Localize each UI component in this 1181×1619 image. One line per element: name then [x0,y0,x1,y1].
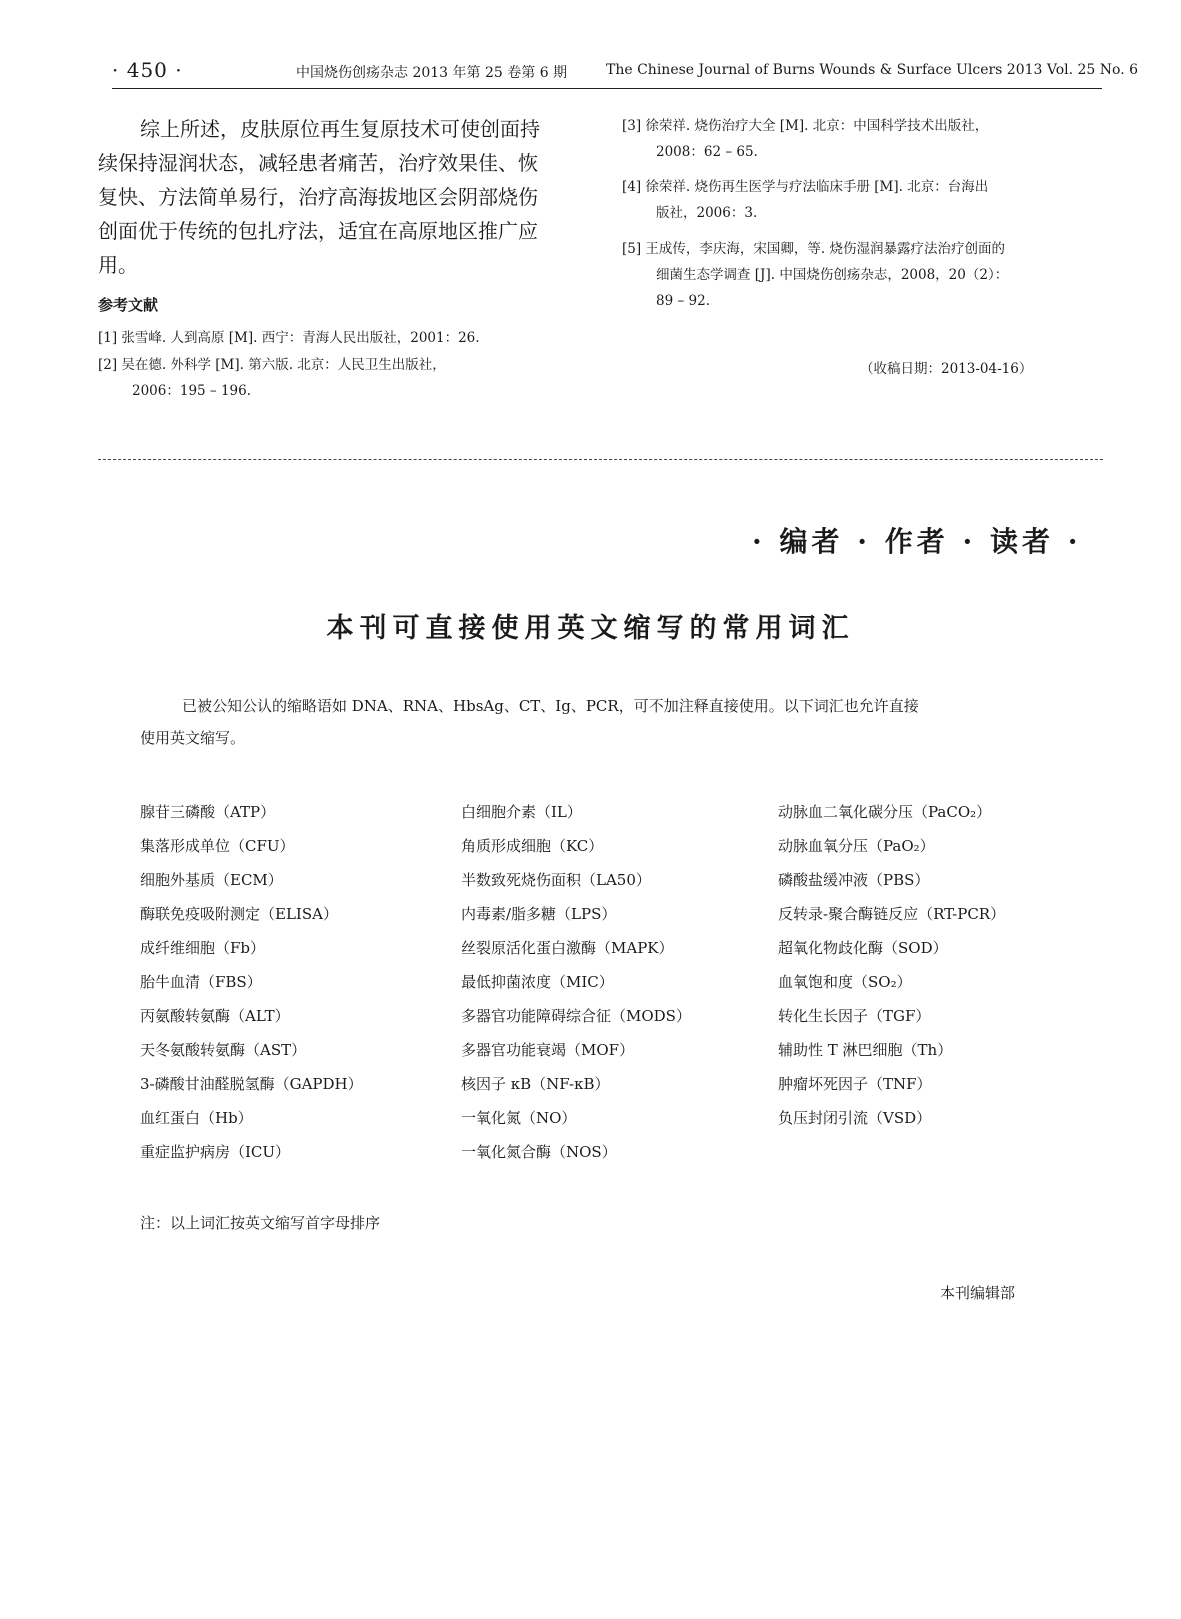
term-item: 内毒素/脂多糖（LPS） [461,905,617,923]
term-item: 血氧饱和度（SO₂） [778,973,912,991]
conclusion-line: 续保持湿润状态，减轻患者痛苦，治疗效果佳、恢 [98,151,538,175]
term-item: 天冬氨酸转氨酶（AST） [140,1041,307,1059]
reference-line: 版社，2006：3. [656,205,758,221]
journal-title-english: The Chinese Journal of Burns Wounds & Surface Ulcers 2013 Vol. 25 No. 6 [606,62,1139,78]
sorting-note: 注：以上词汇按英文缩写首字母排序 [140,1214,381,1232]
term-item: 一氧化氮合酶（NOS） [461,1143,617,1161]
reference-line: [5] 王成传，李庆海，宋国卿，等. 烧伤湿润暴露疗法治疗创面的 [622,241,1005,257]
term-item: 辅助性 T 淋巴细胞（Th） [778,1041,953,1059]
term-item: 丙氨酸转氨酶（ALT） [140,1007,290,1025]
section-divider [98,459,1103,460]
editorial-office-signature: 本刊编辑部 [940,1284,1016,1302]
term-item: 腺苷三磷酸（ATP） [140,803,276,821]
reference-line: [4] 徐荣祥. 烧伤再生医学与疗法临床手册 [M]. 北京：台海出 [622,179,989,195]
term-item: 半数致死烧伤面积（LA50） [461,871,651,889]
conclusion-line: 用。 [98,253,138,277]
term-item: 多器官功能衰竭（MOF） [461,1041,635,1059]
reference-4 [622,174,988,226]
reference-1 [98,325,480,351]
term-item: 转化生长因子（TGF） [778,1007,931,1025]
conclusion-paragraph [98,112,578,282]
reference-2 [98,352,446,404]
term-list-column-1 [140,795,363,1169]
term-item: 最低抑菌浓度（MIC） [461,973,614,991]
term-item: 一氧化氮（NO） [461,1109,577,1127]
term-item: 动脉血二氧化碳分压（PaCO₂） [778,803,992,821]
term-item: 磷酸盐缓冲液（PBS） [778,871,930,889]
term-item: 超氧化物歧化酶（SOD） [778,939,948,957]
header-rule [112,88,1102,89]
received-date: （收稿日期：2013-04-16） [860,361,1033,377]
term-item: 胎牛血清（FBS） [140,973,262,991]
page-number: · 450 · [112,58,183,82]
term-item: 细胞外基质（ECM） [140,871,283,889]
reference-3 [622,113,988,165]
term-list-column-2 [461,795,691,1169]
reference-line: 2006：195 – 196. [132,383,252,399]
term-item: 酶联免疫吸附测定（ELISA） [140,905,338,923]
reference-line: 2008：62 – 65. [656,144,758,160]
intro-line: 已被公知公认的缩略语如 DNA、RNA、HbsAg、CT、Ig、PCR，可不加注释直接使用。以下词汇也允许直接 [182,697,919,715]
term-item: 血红蛋白（Hb） [140,1109,253,1127]
term-item: 3-磷酸甘油醛脱氢酶（GAPDH） [140,1075,363,1093]
references-heading: 参考文献 [98,296,159,314]
term-item: 丝裂原活化蛋白激酶（MAPK） [461,939,674,957]
term-item: 动脉血氧分压（PaO₂） [778,837,935,855]
journal-title-chinese: 中国烧伤创疡杂志 2013 年第 25 卷第 6 期 [296,65,568,81]
reference-5 [622,236,1008,314]
reference-line: 89 – 92. [656,293,710,309]
reference-line: 细菌生态学调查 [J]. 中国烧伤创疡杂志，2008，20（2）： [656,267,1009,283]
conclusion-line: 创面优于传统的包扎疗法，适宜在高原地区推广应 [98,219,538,243]
term-item: 重症监护病房（ICU） [140,1143,291,1161]
intro-paragraph [140,690,1070,754]
intro-line: 使用英文缩写。 [140,729,246,747]
reference-line: [3] 徐荣祥. 烧伤治疗大全 [M]. 北京：中国科学技术出版社， [622,118,989,134]
term-item: 多器官功能障碍综合征（MODS） [461,1007,691,1025]
conclusion-line: 复快、方法简单易行，治疗高海拔地区会阴部烧伤 [98,185,538,209]
column-label: · 编者 · 作者 · 读者 · [752,525,1082,558]
reference-line: [1] 张雪峰. 人到高原 [M]. 西宁：青海人民出版社，2001：26. [98,330,480,346]
term-item: 反转录-聚合酶链反应（RT-PCR） [778,905,1006,923]
term-item: 角质形成细胞（KC） [461,837,604,855]
reference-line: [2] 吴在德. 外科学 [M]. 第六版. 北京：人民卫生出版社， [98,357,446,373]
term-item: 核因子 κB（NF-κB） [461,1075,610,1093]
article-title: 本刊可直接使用英文缩写的常用词汇 [326,613,855,644]
term-item: 集落形成单位（CFU） [140,837,295,855]
term-item: 负压封闭引流（VSD） [778,1109,932,1127]
term-item: 成纤维细胞（Fb） [140,939,266,957]
term-item: 白细胞介素（IL） [461,803,582,821]
term-list-column-3 [778,795,1005,1135]
conclusion-line: 综上所述，皮肤原位再生复原技术可使创面持 [140,117,540,141]
term-item: 肿瘤坏死因子（TNF） [778,1075,932,1093]
